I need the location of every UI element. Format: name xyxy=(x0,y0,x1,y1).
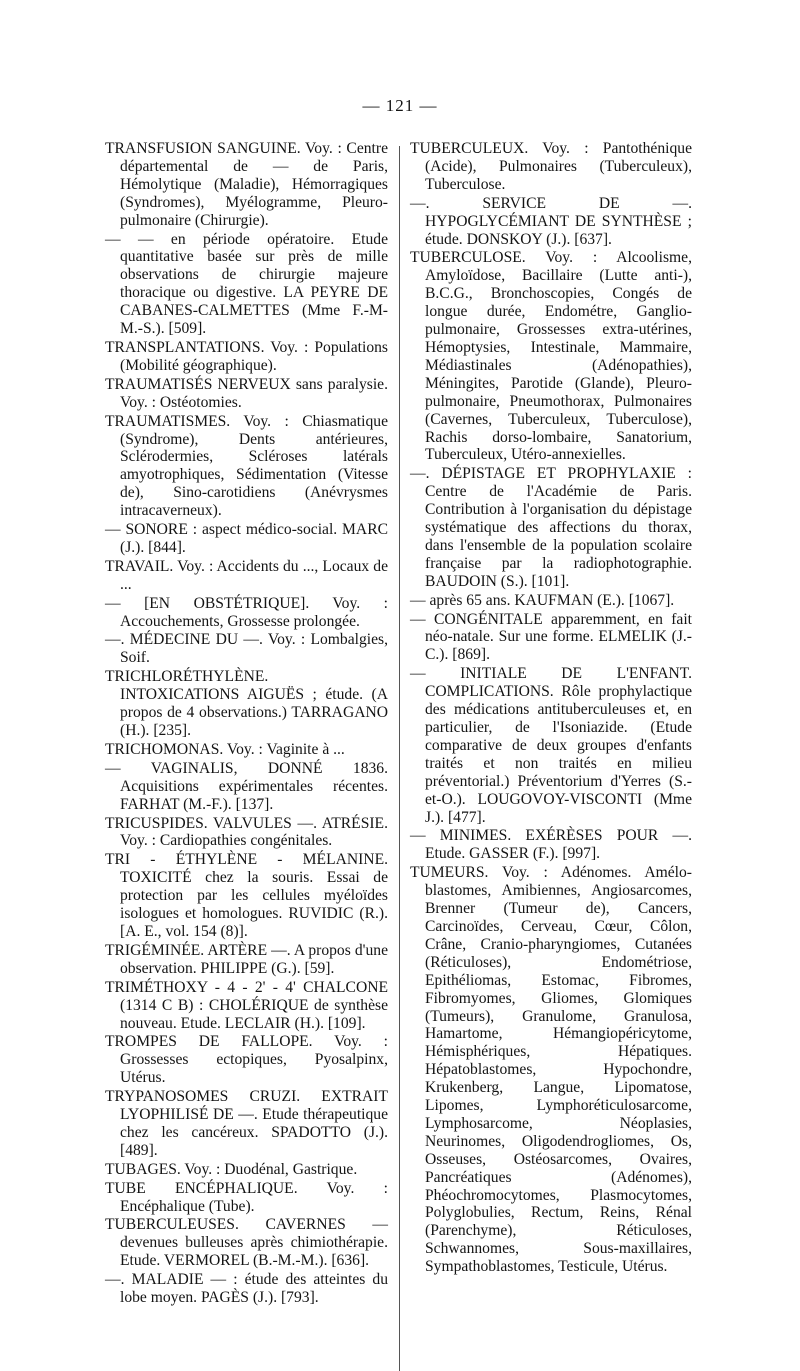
index-entry: — CONGÉNITALE apparemment, en fait néo-natale. Sur une forme. ELMELIK (J.-C.). [869]. xyxy=(410,610,692,664)
index-entry: —. MALADIE — : étude des atteintes du lobe moyen. PAGÈS (J.). [793]. xyxy=(105,1271,388,1307)
index-entry: TRICHLORÉTHYLÈNE. INTOXICATIONS AIGUËS ; étude. (A propos de 4 observations.) TARRAGANO (H.). [235]. xyxy=(105,668,388,739)
index-entry: — VAGINALIS, DONNÉ 1836. Acquisitions expérimentales récentes. FARHAT (M.-F.). [137]. xyxy=(105,759,388,813)
index-entry: TRICHOMONAS. Voy. : Vaginite à ... xyxy=(105,740,345,758)
index-entry: TRANSFUSION SANGUINE. Voy. : Centre départemental de — de Paris, Hémolytique (Maladie), Hémorragiques (Syndromes), Myélogramme, Pleuro-pulmonaire (Chirurgie). xyxy=(105,140,388,229)
index-entry: TRIMÉTHOXY - 4 - 2' - 4' CHALCONE (1314 C B) : CHOLÉRIQUE de synthèse nouveau. Etude. LECLAIR (H.). [109]. xyxy=(105,978,388,1032)
index-entry: TUBERCULEUSES. CAVERNES — devenues bulleuses après chimiothérapie. Etude. VERMOREL (B.-M.-M.). [636]. xyxy=(105,1216,388,1270)
index-entry: — MINIMES. EXÉRÈSES POUR —. Etude. GASSER (F.). [997]. xyxy=(410,827,692,863)
index-entry: —. MÉDECINE DU —. Voy. : Lombalgies, Soif. xyxy=(105,631,388,667)
index-entry: — — en période opératoire. Etude quantitative basée sur près de mille observations de chirurgie majeure thoracique ou digestive. LA PEYRE DE CABANES-CALMETTES (Mme F.-M-M.-S.). [509]. xyxy=(105,230,388,338)
index-entry: TRYPANOSOMES CRUZI. EXTRAIT LYOPHILISÉ DE —. Etude thérapeutique chez les cancéreux. SPADOTTO (J.). [489]. xyxy=(105,1088,388,1159)
index-entry: TRAVAIL. Voy. : Accidents du ..., Locaux de ... xyxy=(105,557,388,593)
column-divider xyxy=(399,146,400,1371)
index-entry: —. DÉPISTAGE ET PROPHYLAXIE : Centre de l'Académie de Paris. Contribution à l'organisation du dépistage systématique des affections du thorax, dans l'ensemble de la population scolaire française par la radiophotographie. BAUDOIN (S.). [101]. xyxy=(410,465,692,590)
index-entry: TUBE ENCÉPHALIQUE. Voy. : Encéphalique (Tube). xyxy=(105,1179,388,1215)
page-number: — 121 — xyxy=(362,96,438,115)
index-entry: TRIGÉMINÉE. ARTÈRE —. A propos d'une observation. PHILIPPE (G.). [59]. xyxy=(105,941,388,977)
index-entry: TROMPES DE FALLOPE. Voy. : Grossesses ectopiques, Pyosalpinx, Utérus. xyxy=(105,1033,388,1087)
right-column xyxy=(410,140,692,1277)
index-entry: TUBERCULEUX. Voy. : Pantothénique (Acide), Pulmonaires (Tuberculeux), Tuberculose. xyxy=(410,140,692,193)
index-entry: TRICUSPIDES. VALVULES —. ATRÉSIE. Voy. : Cardiopathies congénitales. xyxy=(105,814,388,850)
index-entry: TUBAGES. Voy. : Duodénal, Gastrique. xyxy=(105,1160,358,1178)
index-entry: TRAUMATISÉS NERVEUX sans paralysie. Voy. : Ostéotomies. xyxy=(105,375,388,411)
index-entry: TRI - ÉTHYLÈNE - MÉLANINE. TOXICITÉ chez la souris. Essai de protection par les cellules myéloïdes isologues et homologues. RUVIDIC (R.). [A. E., vol. 154 (8)]. xyxy=(105,851,388,940)
index-entry: — après 65 ans. KAUFMAN (E.). [1067]. xyxy=(410,591,675,609)
index-entry: TUMEURS. Voy. : Adénomes. Amélo-blastomes, Amibiennes, Angiosarcomes, Brenner (Tumeur de), Cancers, Carcinoïdes, Cerveau, Cœur, Côlon, Crâne, Cranio-pharyngiomes, Cutanées (Réticuloses), Endométriose, Epithéliomas, Estomac, Fibromes, Fibromyomes, Gliomes, Glomiques (Tumeurs), Granulome, Granulosa, Hamartome, Hémangiopéricytome, Hémisphériques, Hépatiques. Hépatoblastomes, Hypochondre, Krukenberg, Langue, Lipomatose, Lipomes, Lymphoréticulosarcome, Lymphosarcome, Néoplasies, Neurinomes, Oligodendrogliomes, Os, Osseuses, Ostéosarcomes, Ovaires, Pancréatiques (Adénomes), Phéochromocytomes, Plasmocytomes, Polyglobulies, Rectum, Reins, Rénal (Parenchyme), Réticuloses, Schwannomes, Sous-maxillaires, Sympathoblastomes, Testicule, Utérus. xyxy=(410,864,692,1276)
left-column xyxy=(105,140,388,1308)
index-entry: — INITIALE DE L'ENFANT. COMPLICATIONS. Rôle prophylactique des médications antituberculeuses et, en particulier, de l'Isoniazide. (Etude comparative de deux groupes d'enfants traités et non traités en milieu préventorial.) Préventorium d'Yerres (S.-et-O.). LOUGOVOY-VISCONTI (Mme J.). [477]. xyxy=(410,665,692,826)
index-entry: TUBERCULOSE. Voy. : Alcoolisme, Amyloïdose, Bacillaire (Lutte anti-), B.C.G., Bronchoscopies, Congés de longue durée, Endométre, Ganglio-pulmonaire, Grossesses extra-utérines, Hémoptysies, Intestinale, Mammaire, Médiastinales (Adénopathies), Méningites, Parotide (Glande), Pleuro-pulmonaire, Pneumothorax, Pulmonaires (Cavernes, Tuberculeux, Tuberculose), Rachis dorso-lombaire, Sanatorium, Tuberculeux, Utéro-annexielles. xyxy=(410,249,692,464)
index-entry: — SONORE : aspect médico-social. MARC (J.). [844]. xyxy=(105,521,388,556)
index-entry: — [EN OBSTÉTRIQUE]. Voy. : Accouchements, Grossesse prolongée. xyxy=(105,594,388,630)
index-entry: —. SERVICE DE —. HYPOGLYCÉMIANT DE SYNTHÈSE ; étude. DONSKOY (J.). [637]. xyxy=(410,194,692,248)
index-entry: TRAUMATISMES. Voy. : Chiasmatique (Syndrome), Dents antérieures, Sclérodermies, Scléroses latérals amyotrophiques, Sédimentation (Vitesse de), Sino-carotidiens (Anévrysmes intracaverneux). xyxy=(105,412,388,520)
index-entry: TRANSPLANTATIONS. Voy. : Populations (Mobilité géographique). xyxy=(105,338,388,374)
